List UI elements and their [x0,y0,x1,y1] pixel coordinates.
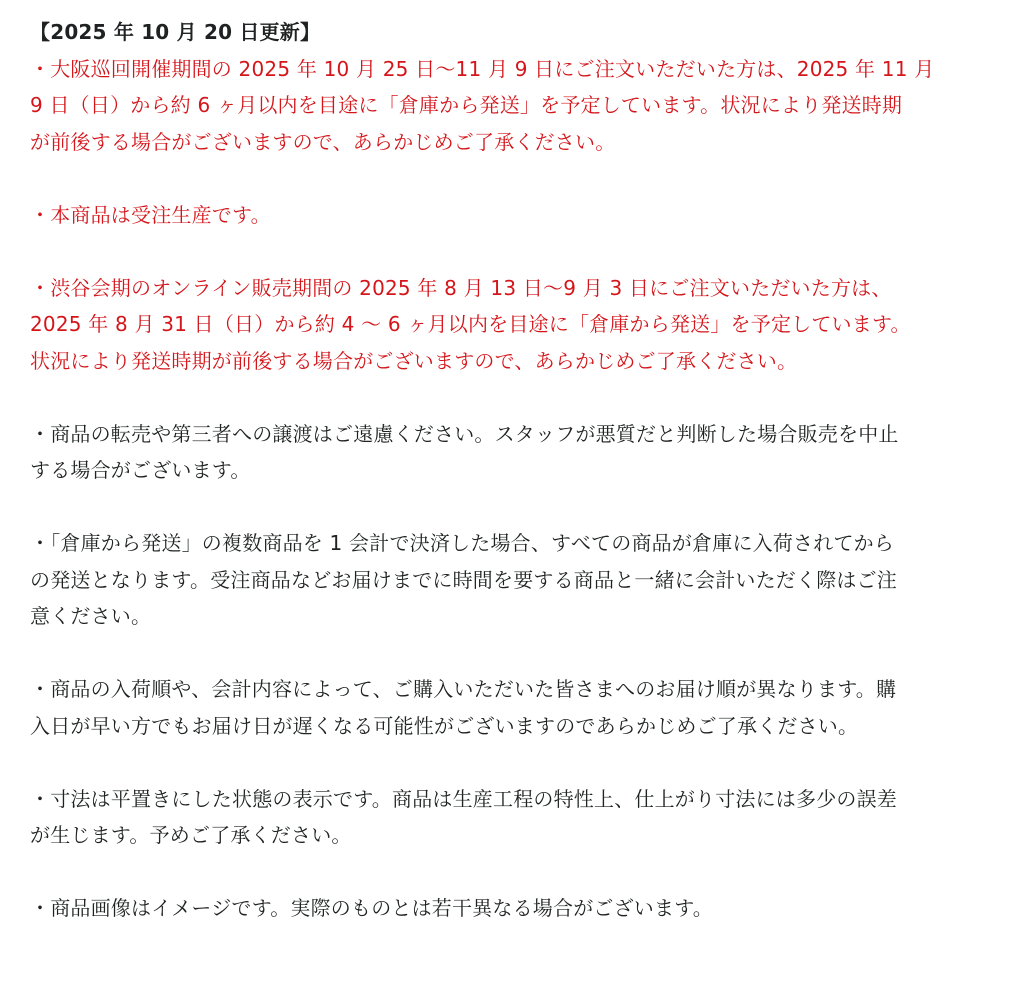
spacer [30,635,1005,672]
spacer [30,489,1005,526]
spacer [30,160,1005,197]
delivery-order-notice-line-1: ・商品の入荷順や、会計内容によって、ご購入いただいた皆さまへのお届け順が異なります。購 [30,677,897,701]
shibuya-notice-line-3: 状況により発送時期が前後する場合がございますので、あらかじめご了承ください。 [30,348,798,373]
osaka-notice-line-3: が前後する場合がございますので、あらかじめご了承ください。 [30,129,616,154]
warehouse-notice-line-1: ・「倉庫から発送」の複数商品を 1 会計で決済した場合、すべての商品が倉庫に入荷されてから [30,531,895,555]
made-to-order-notice: ・本商品は受注生産です。 [30,202,271,227]
spacer [30,744,1005,781]
shibuya-notice-line-2: 2025 年 8 月 31 日（日）から約 4 〜 6 ヶ月以内を目途に「倉庫から発送」を予定しています。 [30,312,911,336]
warehouse-notice-line-2: の発送となります。受注商品などお届けまでに時間を要する商品と一緒に会計いただく際はご注 [30,567,897,592]
dimensions-notice-line-2: が生じます。予めご了承ください。 [30,823,352,847]
spacer [30,233,1005,270]
product-image-notice: ・商品画像はイメージです。実際のものとは若干異なる場合がございます。 [30,896,713,920]
warehouse-notice-line-3: 意ください。 [30,604,152,628]
notice-document [30,14,1005,927]
osaka-notice-line-2: 9 日（日）から約 6 ヶ月以内を目途に「倉庫から発送」を予定しています。状況により発送時期 [30,93,903,117]
osaka-notice-line-1: ・大阪巡回開催期間の 2025 年 10 月 25 日〜11 月 9 日にご注文いただいた方は、2025 年 11 月 [30,56,935,81]
dimensions-notice-line-1: ・寸法は平置きにした状態の表示です。商品は生産工程の特性上、仕上がり寸法には多少の誤差 [30,786,897,811]
shibuya-notice-line-1: ・渋谷会期のオンライン販売期間の 2025 年 8 月 13 日〜9 月 3 日にご注文いただいた方は、 [30,275,892,300]
resale-notice-line-2: する場合がございます。 [30,458,251,482]
spacer [30,854,1005,891]
delivery-order-notice-line-2: 入日が早い方でもお届け日が遅くなる可能性がございますのであらかじめご了承ください。 [30,713,859,738]
spacer [30,379,1005,416]
resale-notice-line-1: ・商品の転売や第三者への譲渡はご遠慮ください。スタッフが悪質だと判断した場合販売を中止 [30,421,899,446]
update-date-header: 【2025 年 10 月 20 日更新】 [30,20,321,44]
